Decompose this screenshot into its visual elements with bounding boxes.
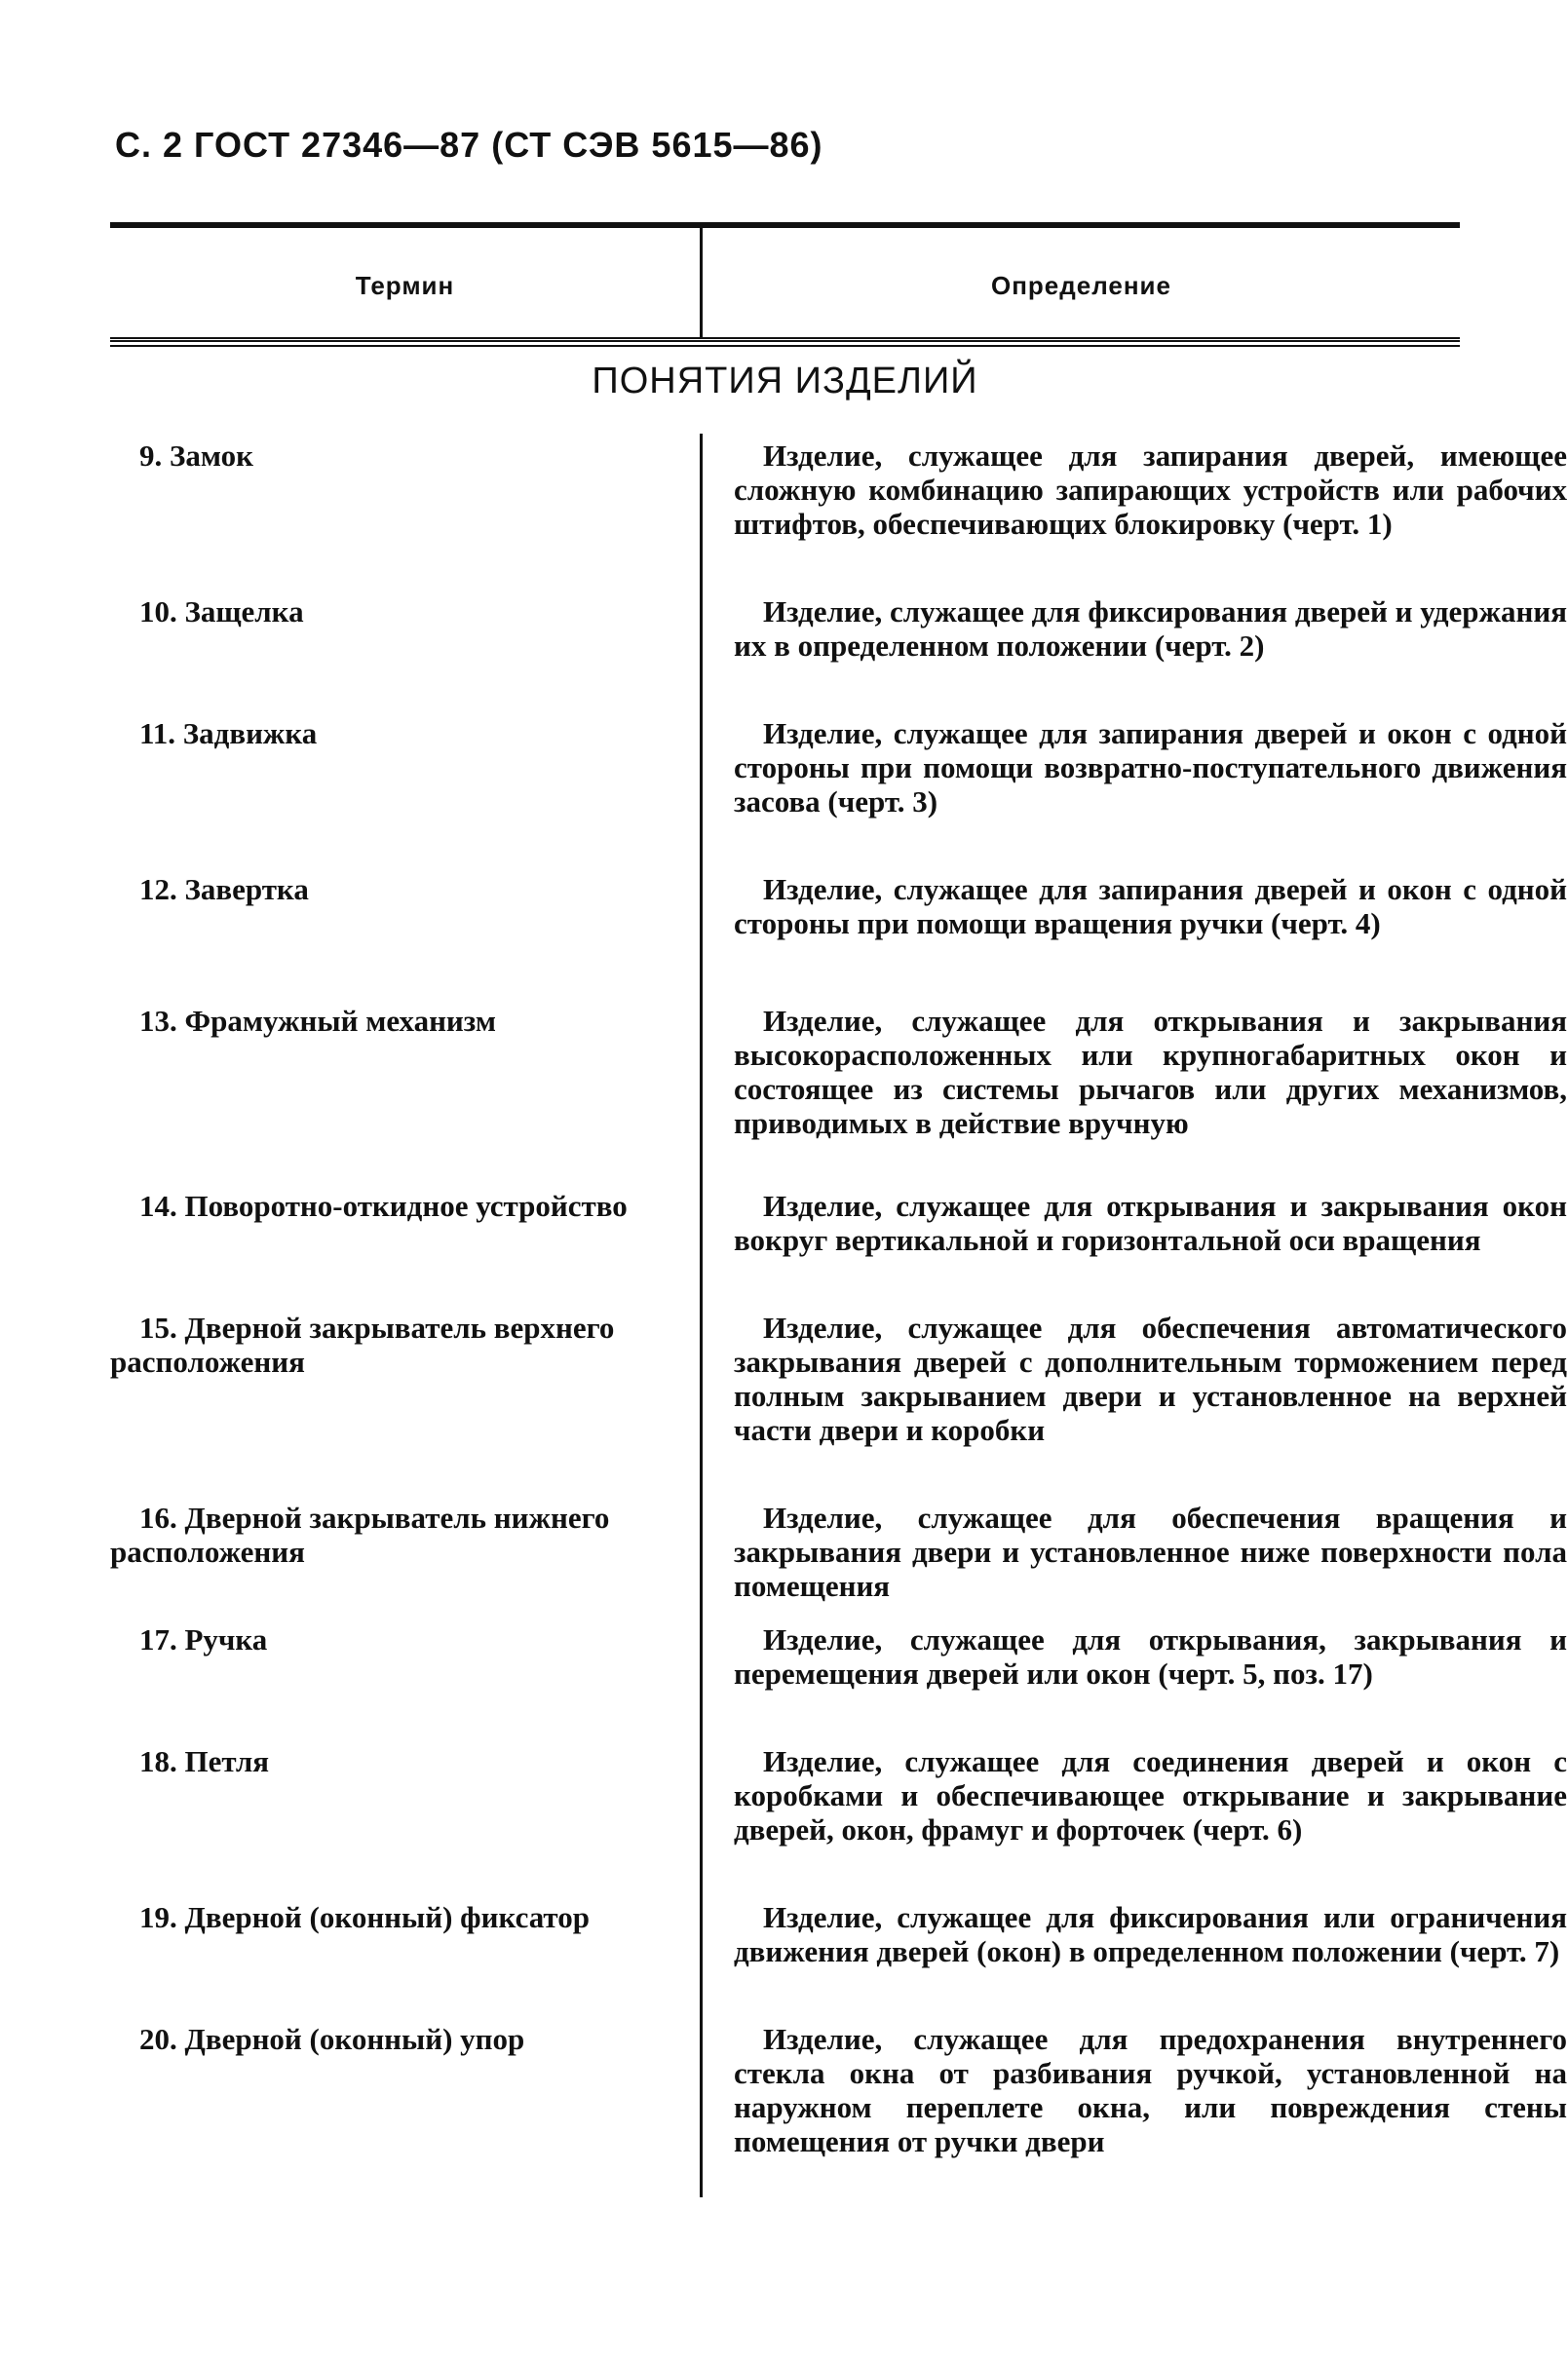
term: 14. Поворотно-откидное устройство	[139, 1189, 628, 1223]
term: 15. Дверной закрыватель верхнего расположения	[110, 1311, 615, 1379]
term: 19. Дверной (оконный) фиксатор	[139, 1900, 590, 1934]
definition: Изделие, служащее для предохранения внутреннего стекла окна от разбивания ручкой, установленной на наружном переплете окна, или повреждения стены помещения от ручки двери	[734, 2022, 1567, 2158]
definition: Изделие, служащее для запирания дверей и окон с одной стороны при помощи возвратно-поступательного движения засова (черт. 3)	[734, 716, 1567, 819]
term: 13. Фрамужный механизм	[139, 1004, 496, 1038]
definition: Изделие, служащее для запирания дверей, имеющее сложную комбинацию запирающих устройств или рабочих штифтов, обеспечивающих блокировку (черт. 1)	[734, 438, 1567, 541]
definition: Изделие, служащее для обеспечения вращения и закрывания двери и установленное ниже поверхности пола помещения	[734, 1501, 1567, 1603]
term: 12. Завертка	[139, 872, 309, 906]
definition: Изделие, служащее для фиксирования или ограничения движения дверей (окон) в определенном положении (черт. 7)	[734, 1900, 1567, 1968]
definition: Изделие, служащее для обеспечения автоматического закрывания дверей с дополнительным торможением перед полным закрыванием двери и установленное на верхней части двери и коробки	[734, 1311, 1567, 1447]
definition: Изделие, служащее для открывания, закрывания и перемещения дверей или окон (черт. 5, поз. 17)	[734, 1622, 1567, 1691]
definition: Изделие, служащее для открывания и закрывания окон вокруг вертикальной и горизонтальной оси вращения	[734, 1189, 1567, 1257]
term: 11. Задвижка	[139, 716, 318, 750]
page-header: С. 2 ГОСТ 27346—87 (СТ СЭВ 5615—86)	[115, 125, 823, 165]
definition: Изделие, служащее для соединения дверей и окон с коробками и обеспечивающее открывание и закрывание дверей, окон, фрамуг и форточек (черт. 6)	[734, 1744, 1567, 1847]
term: 9. Замок	[139, 438, 253, 473]
table-header	[110, 222, 1460, 342]
term: 17. Ручка	[139, 1622, 268, 1657]
definition: Изделие, служащее для открывания и закрывания высокорасположенных или крупногабаритных окон и состоящее из системы рычагов или других механизмов, приводимых в действие вручную	[734, 1004, 1567, 1140]
definition: Изделие, служащее для запирания дверей и окон с одной стороны при помощи вращения ручки (черт. 4)	[734, 872, 1567, 940]
section-title: ПОНЯТИЯ ИЗДЕЛИЙ	[592, 361, 978, 401]
term: 10. Защелка	[139, 594, 304, 629]
column-header-term: Термин	[355, 271, 455, 300]
column-divider-body	[700, 434, 703, 2197]
definition: Изделие, служащее для фиксирования дверей и удержания их в определенном положении (черт. 2)	[734, 594, 1567, 663]
term: 16. Дверной закрыватель нижнего расположения	[110, 1501, 610, 1569]
term: 20. Дверной (оконный) упор	[139, 2022, 525, 2056]
column-header-definition: Определение	[990, 271, 1171, 300]
term: 18. Петля	[139, 1744, 269, 1778]
